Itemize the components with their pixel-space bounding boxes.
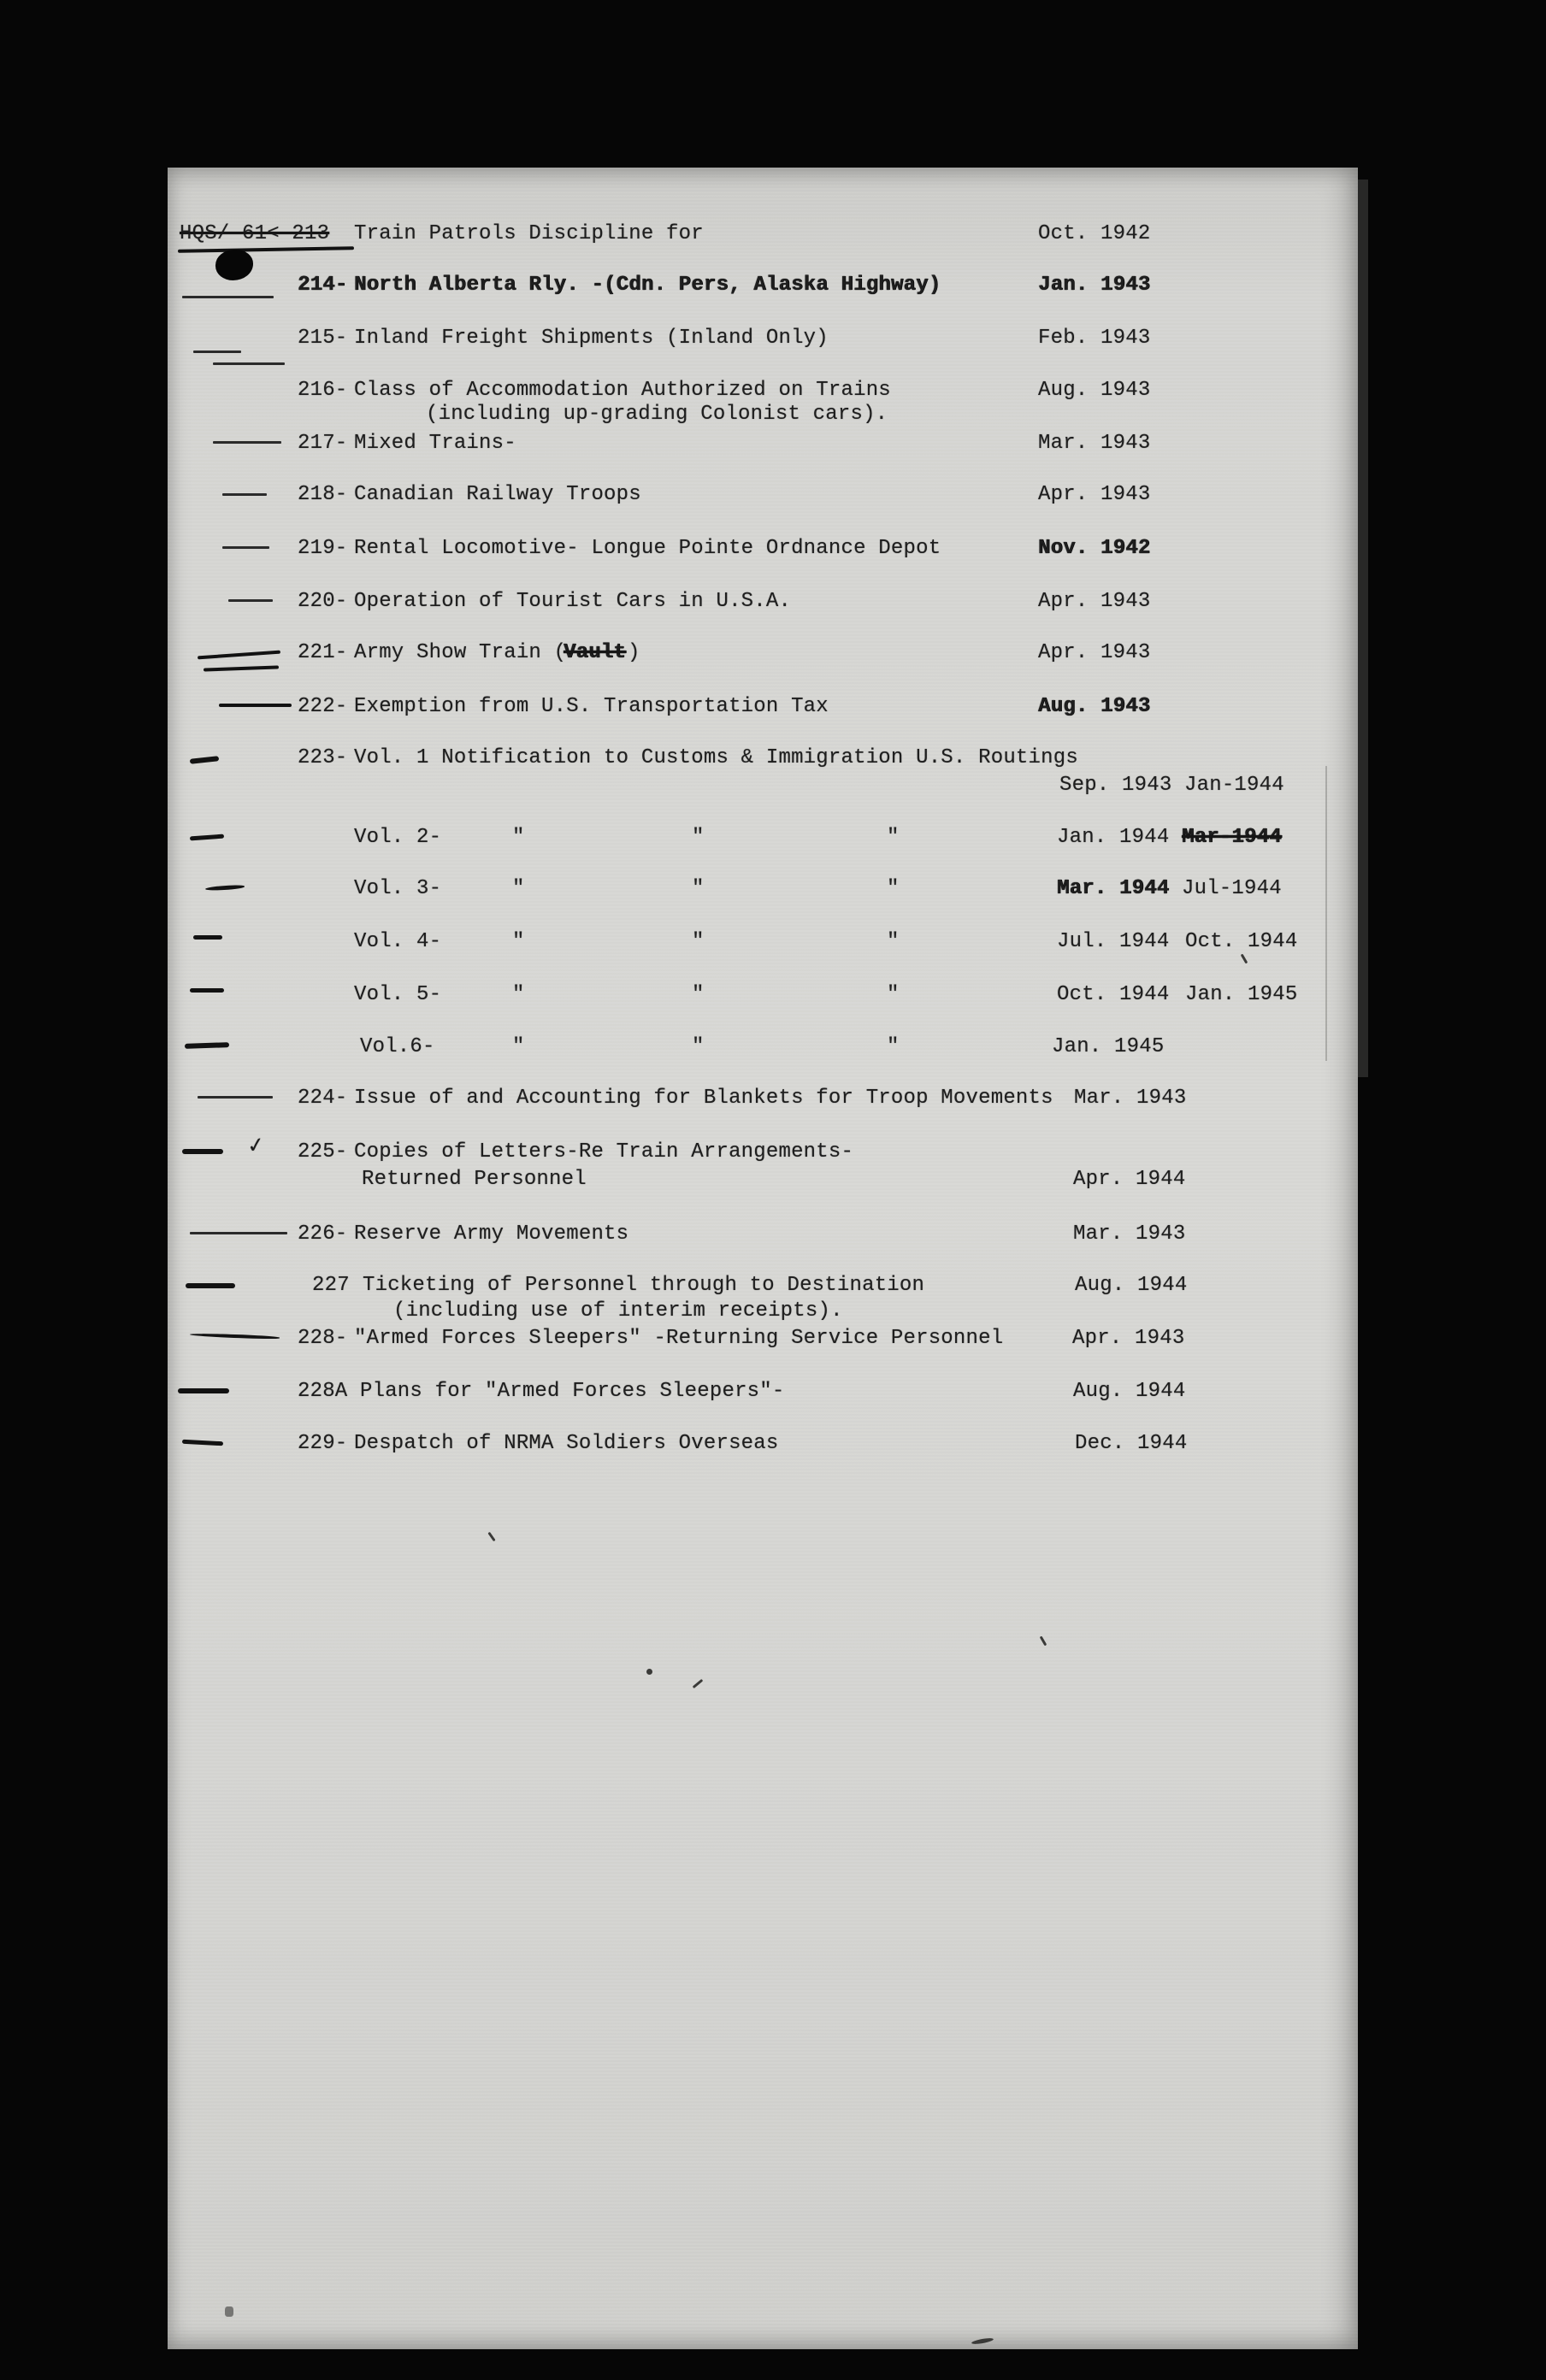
document-paper bbox=[168, 168, 1358, 2349]
pen-mark bbox=[190, 834, 224, 841]
ditto-mark: " bbox=[692, 983, 705, 1006]
entry-220-number: 220- bbox=[298, 590, 348, 613]
pen-mark bbox=[190, 1232, 287, 1234]
entry-220-title: Operation of Tourist Cars in U.S.A. bbox=[354, 590, 792, 613]
ditto-mark: " bbox=[512, 877, 525, 900]
entry-219-number: 219- bbox=[298, 537, 348, 560]
pen-mark bbox=[213, 362, 285, 365]
entry-229-title: Despatch of NRMA Soldiers Overseas bbox=[354, 1432, 779, 1455]
entry-225-number: 225- bbox=[298, 1140, 348, 1163]
entry-vol3-label: Vol. 3- bbox=[354, 877, 442, 900]
ditto-mark: " bbox=[887, 1035, 900, 1058]
entry-213-title: Train Patrols Discipline for bbox=[354, 222, 704, 245]
pen-mark bbox=[185, 1042, 229, 1049]
entry-214-title: North Alberta Rly. -(Cdn. Pers, Alaska Highway) bbox=[354, 274, 941, 297]
ditto-mark: " bbox=[692, 826, 705, 849]
entry-228a-title: Plans for "Armed Forces Sleepers"- bbox=[360, 1380, 785, 1403]
pen-mark bbox=[205, 885, 245, 891]
entry-225-title-line2: Returned Personnel bbox=[362, 1168, 587, 1191]
entry-226-date: Mar. 1943 bbox=[1073, 1222, 1186, 1246]
entry-vol4-label: Vol. 4- bbox=[354, 930, 442, 953]
entry-227-date: Aug. 1944 bbox=[1075, 1274, 1188, 1297]
entry-vol4-date1: Jul. 1944 bbox=[1057, 930, 1170, 953]
entry-226-number: 226- bbox=[298, 1222, 348, 1246]
entry-213-struck-ref: HQS/ 61< 213 bbox=[180, 222, 330, 245]
entry-218-number: 218- bbox=[298, 483, 348, 506]
ditto-mark: " bbox=[512, 826, 525, 849]
entry-228a-date: Aug. 1944 bbox=[1073, 1380, 1186, 1403]
entry-213-date: Oct. 1942 bbox=[1038, 222, 1151, 245]
entry-229-number: 229- bbox=[298, 1432, 348, 1455]
pen-mark bbox=[190, 1333, 280, 1340]
entry-221-date: Apr. 1943 bbox=[1038, 641, 1151, 664]
entry-vol5-date2: Jan. 1945 bbox=[1185, 983, 1298, 1006]
ditto-mark: " bbox=[887, 877, 900, 900]
entry-221-struck-word: Vault bbox=[564, 641, 627, 664]
pen-mark bbox=[228, 599, 273, 602]
pen-mark bbox=[178, 1388, 229, 1393]
entry-217-date: Mar. 1943 bbox=[1038, 432, 1151, 455]
entry-vol2-label: Vol. 2- bbox=[354, 826, 442, 849]
entry-222-number: 222- bbox=[298, 695, 348, 718]
pen-mark bbox=[198, 651, 280, 660]
ditto-mark: " bbox=[692, 877, 705, 900]
pen-mark bbox=[222, 546, 269, 549]
pen-mark bbox=[193, 935, 222, 940]
entry-vol5-date1: Oct. 1944 bbox=[1057, 983, 1170, 1006]
entry-228-title: "Armed Forces Sleepers" -Returning Service Personnel bbox=[354, 1327, 1004, 1350]
stray-mark bbox=[1241, 954, 1248, 964]
stray-mark bbox=[1040, 1636, 1047, 1647]
ditto-mark: " bbox=[887, 826, 900, 849]
entry-vol2-date2: Mar-1944 bbox=[1182, 826, 1282, 849]
entry-227-title-line2: (including use of interim receipts). bbox=[393, 1299, 843, 1323]
entry-vol6-date1: Jan. 1945 bbox=[1052, 1035, 1165, 1058]
ditto-mark: " bbox=[512, 1035, 525, 1058]
entry-vol2-date1: Jan. 1944 bbox=[1057, 826, 1170, 849]
pen-mark bbox=[178, 246, 354, 253]
ditto-mark: " bbox=[887, 983, 900, 1006]
pen-mark bbox=[219, 704, 292, 707]
pen-mark bbox=[193, 351, 241, 353]
pen-mark bbox=[222, 493, 267, 496]
check-mark: ✓ bbox=[246, 1132, 266, 1162]
stray-mark bbox=[693, 1679, 704, 1688]
entry-218-date: Apr. 1943 bbox=[1038, 483, 1151, 506]
entry-223-title: Vol. 1 Notification to Customs & Immigration U.S. Routings bbox=[354, 746, 1078, 769]
entry-228-number: 228- bbox=[298, 1327, 348, 1350]
entry-228-date: Apr. 1943 bbox=[1072, 1327, 1185, 1350]
ink-blob bbox=[215, 250, 253, 280]
entry-223-date: Sep. 1943 Jan-1944 bbox=[1059, 774, 1284, 797]
entry-225-date: Apr. 1944 bbox=[1073, 1168, 1186, 1191]
entry-227-number: 227 bbox=[312, 1274, 350, 1297]
entry-vol6-label: Vol.6- bbox=[360, 1035, 435, 1058]
entry-216-title-line2: (including up-grading Colonist cars). bbox=[426, 403, 888, 426]
underlying-page-edge bbox=[1358, 180, 1368, 1077]
entry-222-title: Exemption from U.S. Transportation Tax bbox=[354, 695, 829, 718]
pen-mark bbox=[198, 1096, 273, 1099]
ditto-mark: " bbox=[692, 1035, 705, 1058]
ditto-mark: " bbox=[512, 930, 525, 953]
pen-mark bbox=[182, 1440, 223, 1446]
entry-222-date: Aug. 1943 bbox=[1038, 695, 1151, 718]
entry-215-title: Inland Freight Shipments (Inland Only) bbox=[354, 327, 829, 350]
entry-217-number: 217- bbox=[298, 432, 348, 455]
stray-mark bbox=[646, 1669, 652, 1675]
ditto-mark: " bbox=[887, 930, 900, 953]
entry-vol3-date2: Jul-1944 bbox=[1182, 877, 1282, 900]
entry-216-number: 216- bbox=[298, 379, 348, 402]
entry-215-date: Feb. 1943 bbox=[1038, 327, 1151, 350]
entry-vol4-date2: Oct. 1944 bbox=[1185, 930, 1298, 953]
pen-mark bbox=[182, 296, 274, 298]
entry-229-date: Dec. 1944 bbox=[1075, 1432, 1188, 1455]
entry-227-title: Ticketing of Personnel through to Destination bbox=[363, 1274, 925, 1297]
entry-224-title: Issue of and Accounting for Blankets for Troop Movements bbox=[354, 1087, 1053, 1110]
entry-216-date: Aug. 1943 bbox=[1038, 379, 1151, 402]
entry-219-date: Nov. 1942 bbox=[1038, 537, 1151, 560]
stray-mark bbox=[225, 2306, 233, 2317]
entry-219-title: Rental Locomotive- Longue Pointe Ordnance Depot bbox=[354, 537, 941, 560]
stray-mark bbox=[971, 2337, 994, 2345]
entry-215-number: 215- bbox=[298, 327, 348, 350]
pen-mark bbox=[213, 441, 281, 444]
entry-223-number: 223- bbox=[298, 746, 348, 769]
entry-221-title-close: ) bbox=[628, 641, 640, 664]
entry-214-number: 214- bbox=[298, 274, 348, 297]
entry-220-date: Apr. 1943 bbox=[1038, 590, 1151, 613]
entry-216-title: Class of Accommodation Authorized on Trains bbox=[354, 379, 891, 402]
stray-mark bbox=[487, 1532, 495, 1542]
entry-228a-number: 228A bbox=[298, 1380, 348, 1403]
entry-217-title: Mixed Trains- bbox=[354, 432, 516, 455]
ditto-mark: " bbox=[692, 930, 705, 953]
entry-225-title: Copies of Letters-Re Train Arrangements- bbox=[354, 1140, 854, 1163]
entry-vol3-date1: Mar. 1944 bbox=[1057, 877, 1170, 900]
pen-mark bbox=[190, 756, 219, 764]
entry-221-number: 221- bbox=[298, 641, 348, 664]
entry-214-date: Jan. 1943 bbox=[1038, 274, 1151, 297]
pen-mark bbox=[190, 988, 224, 993]
entry-218-title: Canadian Railway Troops bbox=[354, 483, 641, 506]
entry-224-number: 224- bbox=[298, 1087, 348, 1110]
ditto-mark: " bbox=[512, 983, 525, 1006]
pen-mark bbox=[204, 665, 279, 671]
page-crease bbox=[1325, 766, 1327, 1061]
pen-mark bbox=[186, 1283, 235, 1288]
entry-221-title: Army Show Train ( bbox=[354, 641, 567, 664]
entry-224-date: Mar. 1943 bbox=[1074, 1087, 1187, 1110]
entry-vol5-label: Vol. 5- bbox=[354, 983, 442, 1006]
pen-mark bbox=[182, 1149, 223, 1154]
entry-226-title: Reserve Army Movements bbox=[354, 1222, 629, 1246]
